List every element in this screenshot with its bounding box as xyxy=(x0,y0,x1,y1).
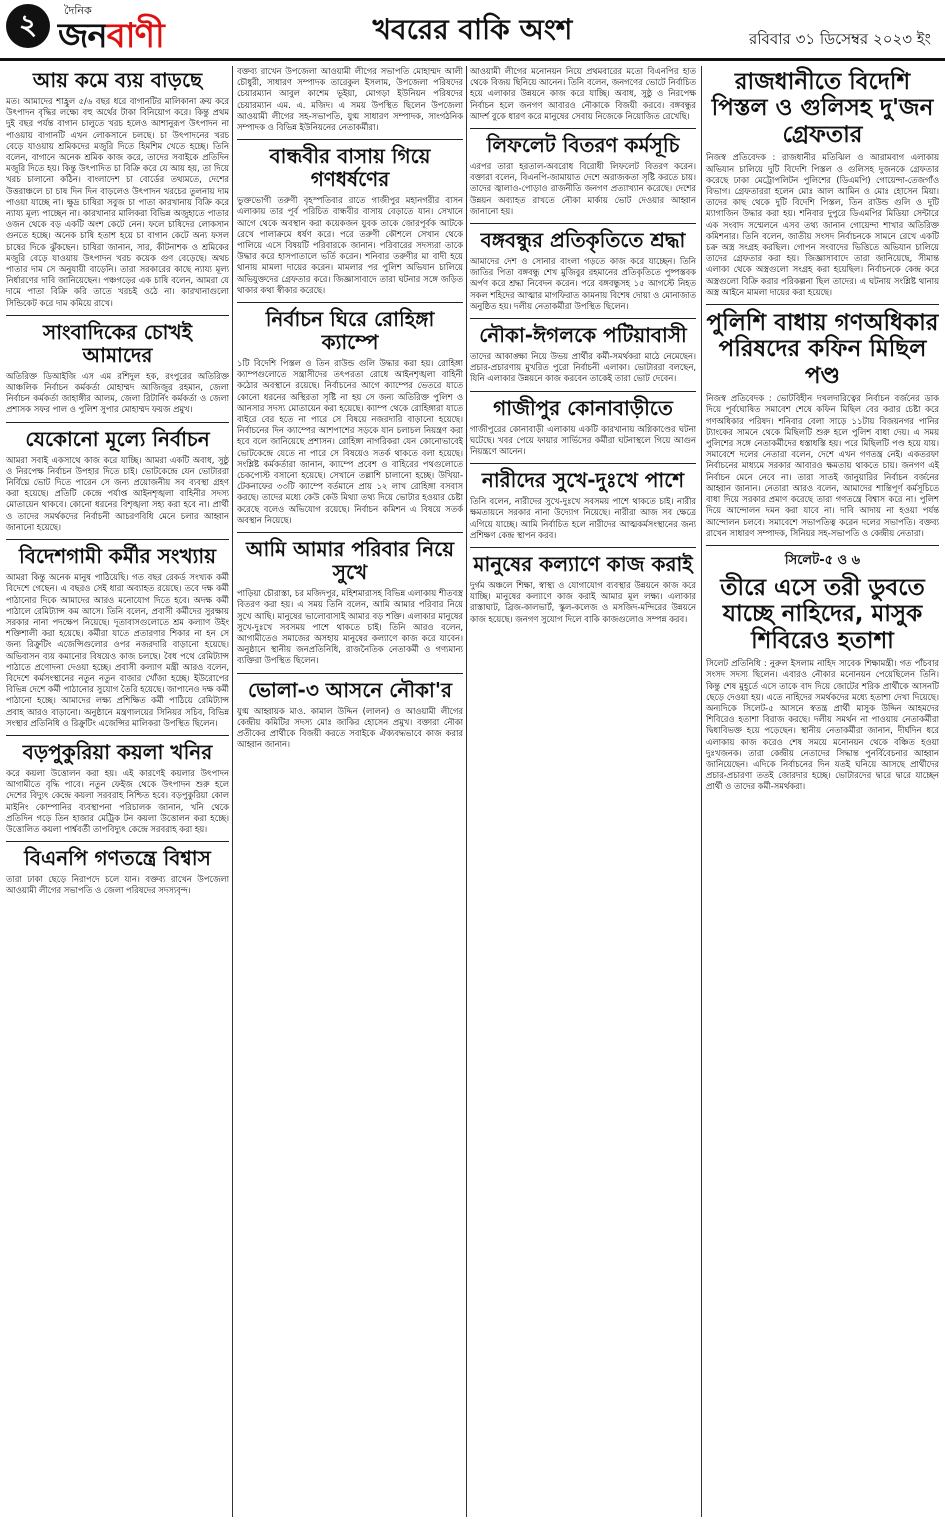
article xyxy=(706,69,939,298)
logo-part1: জন xyxy=(58,16,107,56)
article-separator xyxy=(470,547,696,548)
section-title: খবরের বাকি অংশ xyxy=(372,13,573,46)
article xyxy=(237,66,463,133)
article xyxy=(470,66,696,122)
article-separator xyxy=(237,673,463,674)
article-headline: রাজধানীতে বিদেশি পিস্তল ও গুলিসহ দু'জন গ্রেফতার xyxy=(711,69,934,148)
article-body: মত। আমাদের শাহ্রুল ৫/৬ বছর ধরে বাগানটির মালিকানা ক্রয় করে উৎপাদন বৃদ্ধির লক্ষ্যে বহু অর্থের টাকা বিনিয়োগ করে। কিন্তু প্রথম দুই বছর পর্যন্ত বাগান চালুতে খরচ হলেও আশানুরূপ উৎপাদন না পাওয়ায় বাগানটি এখন লোকসানে চলছে। চা উৎপাদনের খরচ বেড়ে যাওয়ায় শ্রমিকদের মজুরি দিতে হিমশিম খেতে হচ্ছে। তিনি বলেন, বাগানে অনেক শ্রমিক কাজ করে, তাদের সবাইকে প্রতিদিন মজুরি দিতে হয়। কিন্তু উৎপাদিত চা বিক্রি করে যে আয় হয়, তা দিয়ে খরচ চালানো কঠিন। বাংলাদেশ চা বোর্ডের তথ্যমতে, দেশের উত্তরাঞ্চলে চা চাষ দিন দিন বাড়লেও উৎপাদন খরচের তুলনায় দাম পাওয়া যাচ্ছে না। ক্ষুদ্র চাষিরা সবুজ চা পাতা কারখানায় বিক্রি করে ন্যায্য মূল্য পাচ্ছেন না। কারখানার মালিকরা বিভিন্ন অজুহাতে পাতার ওজন থেকে বড় একটি অংশ কেটে নেন। ফলে চাষিদের লোকসান গুনতে হচ্ছে। অনেক চাষি হতাশ হয়ে চা বাগান কেটে অন্য ফসল চাষের দিকে ঝুঁকছেন। চাষিরা জানান, সার, কীটনাশক ও শ্রমিকের মজুরি বেড়ে যাওয়ায় উৎপাদন খরচ কয়েক গুণ বেড়েছে। অথচ পাতার দাম সে অনুযায়ী বাড়েনি। তারা সরকারের কাছে ন্যায্য মূল্য নির্ধারণের দাবি জানিয়েছেন। পঞ্চগড়ের এক চাষি বলেন, আমরা যে দামে পাতা বিক্রি করি তাতে খরচই ওঠে না। কারখানাগুলো সিন্ডিকেট করে দাম কমিয়ে রাখে। xyxy=(6,96,229,308)
article-body: বক্তব্য রাখেন উপজেলা আওয়ামী লীগের সভাপতি মোহাম্মদ আলী চৌধুরী, সাধারণ সম্পাদক তারেকুল ইসলাম, উপজেলা পরিষদের চেয়ারম্যান আবুল কাশেম ভূইয়া, মোগড়া ইউনিয়ন পরিষদের চেয়ারম্যান এম. এ. মজিদ। এ সময় উপস্থিত ছিলেন উপজেলা আওয়ামী লীগের সহ-সভাপতি, যুগ্ম সাধারণ সম্পাদক, সাংগঠনিক সম্পাদক ও বিভিন্ন ইউনিয়নের নেতাকর্মীরা। xyxy=(237,66,463,133)
article xyxy=(470,128,696,217)
article-body: আমাদের দেশ ও সোনার বাংলা গড়তে কাজ করে যাচ্ছেন। তিনি জাতির পিতা বঙ্গবন্ধু শেখ মুজিবুর রহমানের প্রতিকৃতিতে পুষ্পস্তবক অর্পণ করে শ্রদ্ধা নিবেদন করেন। পরে বঙ্গবন্ধুসহ ১৫ আগস্টে নিহত সকল শহিদের আত্মার মাগফিরাত কামনায় বিশেষ দোয়া ও মোনাজাত অনুষ্ঠিত হয়। দলীয় নেতাকর্মীরা উপস্থিত ছিলেন। xyxy=(470,256,696,311)
article-body: নিজস্ব প্রতিবেদক : রাজধানীর মতিঝিল ও আরামবাগ এলাকায় অভিযান চালিয়ে দুটি বিদেশি পিস্তল ও গুলিসহ দুজনকে গ্রেফতার করেছে ঢাকা মেট্রোপলিটন পুলিশের (ডিএমপি) গোয়েন্দা-তেজগাঁও বিভাগ। গ্রেফতাররা হলেন মোঃ আল আমিন ও মোঃ হোসেন মিয়া। তাদের কাছ থেকে দুটি বিদেশি পিস্তল, তিন রাউন্ড গুলি ও দুটি ম্যাগাজিন উদ্ধার করা হয়। শনিবার দুপুরে ডিএমপির মিডিয়া সেন্টারে এক সংবাদ সম্মেলনে এসব তথ্য জানান গোয়েন্দা শাখার অতিরিক্ত কমিশনার। তিনি বলেন, জাতীয় সংসদ নির্বাচনকে সামনে রেখে একটি চক্র অস্ত্র সংগ্রহ করছিল। গোপন সংবাদের ভিত্তিতে অভিযান চালিয়ে তাদের গ্রেফতার করা হয়। জিজ্ঞাসাবাদে তারা জানিয়েছে, সীমান্ত এলাকা থেকে অস্ত্রগুলো সংগ্রহ করা হয়েছিল। নির্বাচনকে কেন্দ্র করে অস্ত্রগুলো বিক্রি করার পরিকল্পনা ছিল তাদের। এ ঘটনায় সংশ্লিষ্ট থানায় অস্ত্র আইনে মামলা দায়ের করা হয়েছে। xyxy=(706,152,939,297)
article-body: ১টি বিদেশি পিস্তল ও তিন রাউন্ড গুলি উদ্ধার করা হয়। রোহিঙ্গা ক্যাম্পগুলোতে সন্ত্রাসীদের তৎপরতা রোধে আইনশৃঙ্খলা বাহিনী কঠোর অবস্থানে রয়েছে। নির্বাচনের আগে ক্যাম্পের ভেতরে যাতে কোনো ধরনের অস্থিরতা সৃষ্টি না হয় সে জন্য অতিরিক্ত পুলিশ ও আনসার সদস্য মোতায়েন করা হয়েছে। ক্যাম্প থেকে রোহিঙ্গারা যাতে বাইরে বের হতে না পারে সে বিষয়ে নজরদারি বাড়ানো হয়েছে। নির্বাচনের দিন ক্যাম্পের আশপাশের সড়কে যান চলাচল নিয়ন্ত্রণ করা হবে বলে জানিয়েছে প্রশাসন। রোহিঙ্গা নাগরিকরা যেন কোনোভাবেই ভোটকেন্দ্রে যেতে না পারে সে বিষয়েও সতর্ক থাকতে বলা হয়েছে। সংশ্লিষ্ট কর্মকর্তারা জানান, ক্যাম্পে প্রবেশ ও বাহিরের পথগুলোতে চেকপোস্ট বসানো হয়েছে। সেখানে তল্লাশি চালানো হচ্ছে। উখিয়া-টেকনাফের ৩৩টি ক্যাম্পে বর্তমানে প্রায় ১২ লাখ রোহিঙ্গা বসবাস করছে। তাদের মধ্যে কেউ কেউ মিথ্যা তথ্য দিয়ে ভোটার হওয়ার চেষ্টা করেছে বলেও অভিযোগ রয়েছে। নির্বাচন কমিশন এ বিষয়ে সতর্ক অবস্থান নিয়েছে। xyxy=(237,358,463,525)
article-headline: পুলিশি বাধায় গণঅধিকার পরিষদের কফিন মিছিল পণ্ড xyxy=(706,309,939,389)
article xyxy=(6,735,229,835)
column-divider xyxy=(701,66,702,1517)
article-body: যুগ্ম আহ্বায়ক মাও. কামাল উদ্দিন (লালন) ও আওয়ামী লীগের কেন্দ্রীয় কমিটির সদস্য মোঃ জাকির হোসেন প্রমুখ। বক্তারা নৌকা প্রতীকের প্রার্থীকে বিজয়ী করতে সবাইকে ঐক্যবদ্ধভাবে কাজ করার আহ্বান জানান। xyxy=(237,705,463,750)
article-separator xyxy=(237,302,463,303)
article-separator xyxy=(470,463,696,464)
article-headline: লিফলেট বিতরণ কর্মসূচি xyxy=(486,133,680,158)
column-divider xyxy=(232,66,233,1517)
article xyxy=(6,422,229,533)
article xyxy=(237,302,463,526)
article-headline: আমি আমার পরিবার নিয়ে সুখে xyxy=(246,537,454,585)
article-body: সিলেট প্রতিনিধি : নুরুল ইসলাম নাহিদ সাবেক শিক্ষামন্ত্রী। গত পাঁচবার সংসদ সদস্য ছিলেন। এবারও নৌকার মনোনয়ন পেয়েছিলেন তিনি। কিন্তু শেষ মুহূর্তে এসে তাকে বাদ দিয়ে জোটের শরিক প্রার্থীকে আসনটি ছেড়ে দেওয়া হয়। এতে নাহিদের সমর্থকদের মধ্যে হতাশা দেখা দিয়েছে। অন্যদিকে সিলেট-৫ আসনে স্বতন্ত্র প্রার্থী মাসুক উদ্দিন আহমদের শিবিরেও হতাশা বিরাজ করছে। দলীয় সমর্থন না পাওয়ায় নেতাকর্মীরা দ্বিধাবিভক্ত হয়ে পড়েছেন। স্থানীয় নেতাকর্মীরা জানান, দীর্ঘদিন ধরে এলাকায় কাজ করেও শেষ সময়ে মনোনয়ন থেকে বঞ্চিত হওয়া দুঃখজনক। তারা কেন্দ্রীয় নেতাদের সিদ্ধান্ত পুনর্বিবেচনার আহ্বান জানিয়েছেন। এদিকে নির্বাচনের দিন যতই ঘনিয়ে আসছে প্রার্থীদের প্রচার-প্রচারণা ততই জোরদার হচ্ছে। ভোটারদের দ্বারে দ্বারে যাচ্ছেন প্রার্থী ও তাদের কর্মী-সমর্থকরা। xyxy=(706,658,939,792)
article xyxy=(237,139,463,296)
article-headline: সাংবাদিকের চোখই আমাদের xyxy=(42,319,193,367)
article-separator xyxy=(470,391,696,392)
article-separator xyxy=(706,545,939,546)
column-3 xyxy=(470,66,696,1517)
article-body: এরপর তারা হরতাল-অবরোধ বিরোধী লিফলেট বিতরণ করেন। বক্তারা বলেন, বিএনপি-জামায়াত দেশে অরাজকতা সৃষ্টি করতে চায়। তাদের জ্বালাও-পোড়াও রাজনীতি জনগণ প্রত্যাখ্যান করেছে। দেশের উন্নয়ন অব্যাহত রাখতে নৌকা মার্কায় ভোট দেওয়ার আহ্বান জানানো হয়। xyxy=(470,161,696,216)
article-separator xyxy=(6,841,229,842)
article-separator xyxy=(6,315,229,316)
article-body: গাজীপুরের কোনাবাড়ী এলাকায় একটি কারখানায় অগ্নিকাণ্ডের ঘটনা ঘটেছে। খবর পেয়ে ফায়ার সার্ভিসের কর্মীরা ঘটনাস্থলে গিয়ে আগুন নিয়ন্ত্রণে আনেন। xyxy=(470,423,696,457)
page-number: ২ xyxy=(6,4,50,48)
article-body: পাড়িয়া চৌরাস্তা, চর মজিদপুর, মহিশমারাসহ বিভিন্ন এলাকায় শীতবস্ত্র বিতরণ করা হয়। এ সময় তিনি বলেন, আমি আমার পরিবার নিয়ে সুখে আছি। মানুষের ভালোবাসাই আমার বড় শক্তি। এলাকার মানুষের সুখে-দুঃখে সবসময় পাশে থাকতে চাই। তিনি আরও বলেন, আগামীতেও সমাজের অসহায় মানুষের কল্যাণে কাজ করে যাবেন। অনুষ্ঠানে স্থানীয় জনপ্রতিনিধি, রাজনৈতিক নেতাকর্মী ও গণ্যমান্য ব্যক্তিরা উপস্থিত ছিলেন। xyxy=(237,588,463,666)
article-body: আমরা কিন্তু অনেক মানুষ পাঠিয়েছি। গত বছর রেকর্ড সংখ্যক কর্মী বিদেশে গেছেন। এ বছরও সেই ধারা অব্যাহত রয়েছে। তবে দক্ষ কর্মী পাঠানোর দিকে আমাদের আরও মনোযোগ দিতে হবে। অদক্ষ কর্মী পাঠালে রেমিট্যান্স কম আসে। তিনি বলেন, প্রবাসী কর্মীদের সুরক্ষায় সরকার নানা পদক্ষেপ নিয়েছে। দূতাবাসগুলোতে শ্রম কল্যাণ উইং শক্তিশালী করা হয়েছে। কর্মীরা যাতে প্রতারণার শিকার না হন সে জন্য রিক্রুটিং এজেন্সিগুলোর ওপর নজরদারি বাড়ানো হয়েছে। অভিবাসন ব্যয় কমানোর বিষয়েও কাজ চলছে। বৈধ পথে রেমিট্যান্স পাঠাতে প্রণোদনা দেওয়া হচ্ছে। প্রবাসী কল্যাণ মন্ত্রী আরও বলেন, বিদেশে কর্মসংস্থানের নতুন নতুন বাজার খোঁজা হচ্ছে। ইউরোপের বিভিন্ন দেশে কর্মী পাঠানোর সুযোগ তৈরি হয়েছে। জাপানেও দক্ষ কর্মী পাঠানো হচ্ছে। আমাদের লক্ষ্য প্রশিক্ষিত কর্মী পাঠিয়ে রেমিট্যান্স প্রবাহ আরও বাড়ানো। অনুষ্ঠানে মন্ত্রণালয়ের সিনিয়র সচিব, বিভিন্ন সংস্থার প্রতিনিধি ও রিক্রুটিং এজেন্সির মালিকরা উপস্থিত ছিলেন। xyxy=(6,572,229,728)
article-body: তারা ঢাকা ছেড়ে নিরাপদে চলে যান। বক্তব্য রাখেন উপজেলা আওয়ামী লীগের সভাপতি ও জেলা পরিষদের সদস্যবৃন্দ। xyxy=(6,874,229,896)
article xyxy=(470,463,696,541)
column-4 xyxy=(706,66,939,1517)
article xyxy=(6,841,229,896)
article-headline: বড়পুকুরিয়া কয়লা খনির xyxy=(22,739,213,764)
column-1 xyxy=(6,66,229,1517)
article-body: আমরা সবাই একসাথে কাজ করে যাচ্ছি। আমরা একটি অবাধ, সুষ্ঠু ও নিরপেক্ষ নির্বাচন উপহার দিতে চাই। ভোটকেন্দ্রে যেন ভোটাররা নির্বিঘ্নে ভোট দিতে পারেন সে জন্য প্রয়োজনীয় সব ব্যবস্থা গ্রহণ করা হয়েছে। প্রতিটি কেন্দ্রে পর্যাপ্ত আইনশৃঙ্খলা বাহিনীর সদস্য মোতায়েন থাকবে। কোনো ধরনের বিশৃঙ্খলা সহ্য করা হবে না। প্রার্থী ও তাদের সমর্থকদের নির্বাচনী আচরণবিধি মেনে চলার আহ্বান জানানো হয়েছে। xyxy=(6,454,229,532)
article-separator xyxy=(6,422,229,423)
article-headline: মানুষের কল্যাণে কাজ করাই xyxy=(473,552,693,577)
article-headline: নৌকা-ঈগলকে পটিয়াবাসী xyxy=(479,323,687,348)
article xyxy=(237,673,463,751)
article xyxy=(6,539,229,729)
article-headline: নারীদের সুখে-দুঃখে পাশে xyxy=(481,468,685,493)
article-kicker: সিলেট-৫ ও ৬ xyxy=(784,552,861,568)
article xyxy=(6,69,229,309)
article-headline: বিএনপি গণতন্ত্রে বিশ্বাস xyxy=(24,846,211,871)
article-body: নিজস্ব প্রতিবেদক : ভোটবিহীন দখলদারিত্বের নির্বাচন বর্জনের ডাক দিয়ে পূর্বঘোষিত সমাবেশ শেষে কফিন মিছিল বের করার চেষ্টা করে গণঅধিকার পরিষদ। শনিবার বেলা সাড়ে ১১টায় বিজয়নগর পানির ট্যাংকের সামনে থেকে মিছিলটি শুরু হলে পুলিশ বাধা দেয়। এ সময় পুলিশের সঙ্গে নেতাকর্মীদের ধস্তাধস্তি হয়। পরে মিছিলটি পণ্ড হয়ে যায়। সমাবেশে দলের নেতারা বলেন, দেশে এখন গণতন্ত্র নেই। একতরফা নির্বাচনের মাধ্যমে সরকার আবারও ক্ষমতায় থাকতে চায়। জনগণ এই নির্বাচন মেনে নেবে না। তারা সাতই জানুয়ারির নির্বাচন বর্জনের আহ্বান জানান। নেতারা আরও বলেন, আমাদের শান্তিপূর্ণ কর্মসূচিতে বাধা দিয়ে সরকার প্রমাণ করেছে তারা গণতন্ত্রে বিশ্বাস করে না। পুলিশ দিয়ে আন্দোলন দমন করা যাবে না। দাবি আদায় না হওয়া পর্যন্ত আন্দোলন চলবে। সমাবেশে সভাপতিত্ব করেন দলের সভাপতি। বক্তব্য রাখেন সাধারণ সম্পাদক, সিনিয়র সহ-সভাপতি ও কেন্দ্রীয় নেতারা। xyxy=(706,393,939,538)
article-headline: বিদেশগামী কর্মীর সংখ্যায় xyxy=(18,544,217,569)
article-separator xyxy=(6,735,229,736)
article-separator xyxy=(470,318,696,319)
article xyxy=(706,545,939,793)
article xyxy=(6,315,229,416)
article xyxy=(706,304,939,539)
article-headline: বঙ্গবন্ধুর প্রতিকৃতিতে শ্রদ্ধা xyxy=(480,228,686,253)
article-separator xyxy=(706,304,939,305)
article-separator xyxy=(470,128,696,129)
article-body: তিনি বলেন, নারীদের সুখে-দুঃখে সবসময় পাশে থাকতে চাই। নারীর ক্ষমতায়নে সরকার নানা উদ্যোগ নিয়েছে। নারীরা আজ সব ক্ষেত্রে এগিয়ে যাচ্ছে। আমি নির্বাচিত হলে নারীদের আত্মকর্মসংস্থানের জন্য প্রশিক্ষণ কেন্দ্র স্থাপন করব। xyxy=(470,496,696,540)
article xyxy=(470,223,696,312)
article-separator xyxy=(6,539,229,540)
article-body: অতিরিক্ত ডিআইজি এস এম রশিদুল হক, রংপুরের অতিরিক্ত আঞ্চলিক নির্বাচন কর্মকর্তা মোহাম্মদ আজিজুর রহমান, জেলা নির্বাচন কর্মকর্তা জাহাঙ্গীর আলম, জেলা রিটার্নিং কর্মকর্তা ও জেলা প্রশাসক সফর পাল ও পুলিশ সুপার মোহাম্মদ ফয়জ প্রমুখ। xyxy=(6,370,229,415)
article-separator xyxy=(237,532,463,533)
article-separator xyxy=(470,223,696,224)
masthead xyxy=(0,0,945,61)
article-headline: নির্বাচন ঘিরে রোহিঙ্গা ক্যাম্পে xyxy=(265,307,435,355)
article xyxy=(470,547,696,625)
article xyxy=(237,532,463,666)
article-headline: আয় কমে ব্যয় বাড়ছে xyxy=(32,68,203,92)
article-body: আওয়ামী লীগের মনোনয়ন নিয়ে প্রথমবারের মতো বিএনপির হাত থেকে বিজয় ছিনিয়ে আনেন। তিনি বলেন, জনগণের ভোটে নির্বাচিত হয়ে এলাকার উন্নয়নে কাজ করে যাচ্ছি। অবাধ, সুষ্ঠু ও নিরপেক্ষ নির্বাচন হলে জনগণ আবারও নৌকাকে বিজয়ী করবে। বঙ্গবন্ধুর আদর্শ বুকে ধারণ করে মানুষের সেবায় নিজেকে নিয়োজিত রেখেছি। xyxy=(470,66,696,121)
dateline: রবিবার ৩১ ডিসেম্বর ২০২৩ ইং xyxy=(748,30,931,48)
article-headline: গাজীপুর কোনাবাড়ীতে xyxy=(493,395,673,420)
article-headline: বান্ধবীর বাসায় গিয়ে গণধর্ষণের xyxy=(269,144,431,192)
logo-daily: দৈনিক xyxy=(64,4,92,17)
article xyxy=(470,318,696,385)
article-body: দুর্গম অঞ্চলে শিক্ষা, স্বাস্থ্য ও যোগাযোগ ব্যবস্থার উন্নয়নে কাজ করে যাচ্ছি। মানুষের কল্যাণে কাজ করাই আমার মূল লক্ষ্য। এলাকার রাস্তাঘাট, ব্রিজ-কালভার্ট, স্কুল-কলেজ ও মসজিদ-মন্দিরের উন্নয়নে কাজ হয়েছে। জনগণ সুযোগ দিলে বাকি কাজগুলোও সম্পন্ন করব। xyxy=(470,580,696,624)
article-headline: তীরে এসে তরী ডুবতে যাচ্ছে নাহিদের, মাসুক শিবিরেও হতাশা xyxy=(720,574,925,654)
column-2 xyxy=(237,66,463,1517)
article-headline: যেকোনো মূল্যে নির্বাচন xyxy=(25,426,210,451)
column-divider xyxy=(466,66,467,1517)
article xyxy=(470,391,696,458)
article-separator xyxy=(237,139,463,140)
article-body: তাদের আকাঙ্ক্ষা নিয়ে উভয় প্রার্থীর কর্মী-সমর্থকরা মাঠে নেমেছেন। প্রচার-প্রচারণায় মুখরিত পুরো নির্বাচনী এলাকা। ভোটাররা বলছেন, যিনি এলাকার উন্নয়নে কাজ করবেন তাকেই তারা ভোট দেবেন। xyxy=(470,351,696,384)
article-body: ভুক্তভোগী তরুণী বৃহস্পতিবার রাতে গাজীপুর মহানগরীর বাসন এলাকায় তার পূর্ব পরিচিত বান্ধবীর বাসায় বেড়াতে যান। সেখানে আগে থেকে অবস্থান করা কয়েকজন যুবক তাকে জোরপূর্বক আটকে রেখে পালাক্রমে ধর্ষণ করে। পরে তরুণী কৌশলে সেখান থেকে পালিয়ে এসে বিষয়টি পরিবারকে জানান। পরিবারের সদস্যরা তাকে উদ্ধার করে হাসপাতালে ভর্তি করেন। শনিবার তরুণীর মা বাদী হয়ে থানায় মামলা দায়ের করেন। মামলার পর পুলিশ অভিযান চালিয়ে অভিযুক্তদের গ্রেফতার করে। জিজ্ঞাসাবাদে তারা ঘটনার সঙ্গে জড়িত থাকার কথা স্বীকার করেছে। xyxy=(237,195,463,295)
logo-part2: বাণী xyxy=(106,16,164,56)
article-headline: ভোলা-৩ আসনে নৌকা'র xyxy=(248,677,452,702)
article-body: করে কয়লা উত্তোলন করা হয়। এই কারণেই কয়লার উৎপাদন আগামীতে বৃদ্ধি পাবে। নতুন ফেইজ থেকে উৎপাদন শুরু হলে দেশের বিদ্যুৎ কেন্দ্রে কয়লা সরবরাহ নিশ্চিত হবে। বড়পুকুরিয়া কোল মাইনিং কোম্পানির ব্যবস্থাপনা পরিচালক জানান, খনি থেকে প্রতিদিন গড়ে তিন হাজার মেট্রিক টন কয়লা উত্তোলন করা হচ্ছে। উত্তোলিত কয়লা পার্শ্ববর্তী তাপবিদ্যুৎ কেন্দ্রে সরবরাহ করা হয়। xyxy=(6,767,229,834)
